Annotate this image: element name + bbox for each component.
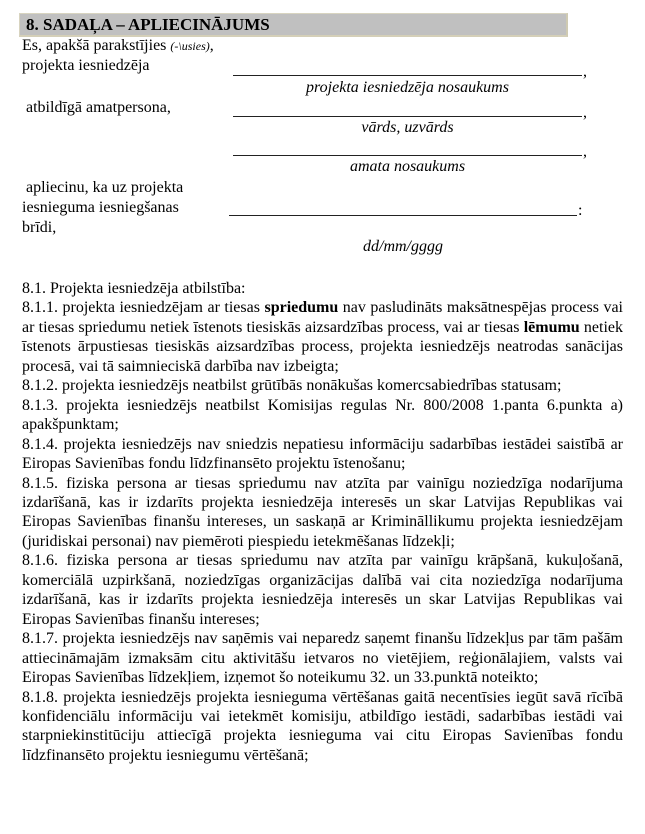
item-text: fiziska persona ar tiesas spriedumu nav atzīta par vainīgu noziedzīga nodarījuma izdarīšanā, kas ir izdarīts projekta iesniedzēja interesēs un skar Latvijas Republikas vai Eiropas Savienības finanšu intereses, un saskaņā ar Krimināllikumu projekta iesniedzējam (juridiskai personai) nav piemēroti piespiedu ietekmēšanas līdzekļi;	[22, 474, 623, 550]
section-header-bar	[19, 13, 568, 37]
intro-comma: ,	[209, 37, 214, 54]
item-text: projekta iesniedzējs neatbilst grūtībās nonākušas komercsabiedrības statusam;	[58, 377, 562, 395]
applicant-label: projekta iesniedzēja	[22, 57, 150, 74]
item-8-1-8	[22, 688, 623, 766]
official-field-comma: ,	[583, 104, 587, 121]
item-number: 8.1.1.	[22, 299, 58, 317]
item-text-bold: spriedumu	[264, 299, 339, 317]
item-number: 8.1.3.	[22, 396, 58, 414]
position-field-comma: ,	[583, 143, 587, 160]
applicant-name-caption: projekta iesniedzēja nosaukums	[306, 79, 509, 96]
date-field[interactable]	[229, 215, 577, 216]
item-number: 8.1.7.	[22, 630, 58, 648]
section-heading: 8.1. Projekta iesniedzēja atbilstība:	[22, 280, 246, 297]
item-number: 8.1.6.	[22, 552, 58, 570]
position-field[interactable]	[233, 155, 582, 156]
certify-label-line-1: apliecinu, ka uz projekta	[26, 179, 184, 196]
official-label: atbildīgā amatpersona,	[26, 99, 171, 116]
intro-line	[22, 36, 214, 56]
item-number: 8.1.2.	[22, 377, 58, 395]
intro-text: Es, apakšā parakstījies	[22, 37, 171, 54]
item-8-1-2	[22, 376, 623, 395]
item-number: 8.1.5.	[22, 474, 58, 492]
item-text: projekta iesniedzējs nav saņēmis vai neparedz saņemt finanšu līdzekļus par tām pašām attiecināmajām izmaksām citu aktivitāšu ietvaros no vietējiem, reģionālajiem, valsts vai Eiropas Savienības līdzekļiem, izņemot šo noteikumu 32. un 33.punktā noteikto;	[22, 630, 623, 687]
item-text: netiek īstenots ārpustiesas tiesiskās aizsardzības process, projekta iesniedzējs neatrodas sanācijas procesā, vai tā saimnieciskā darbība nav izbeigta;	[22, 318, 624, 375]
item-text: projekta iesniedzējs neatbilst Komisijas regulas Nr. 800/2008 1.panta 6.punkta a) apakšpunktam;	[22, 396, 623, 434]
date-field-colon: :	[578, 202, 583, 219]
item-8-1-6	[22, 551, 623, 629]
position-caption: amata nosaukums	[349, 158, 466, 175]
item-text: projekta iesniedzējs projekta iesnieguma vērtēšanas gaitā necentīsies iegūt savā rīcībā konfidenciālu informāciju vai ietekmēt komisiju, atbildīgo iestādi, sadarbības iestādi vai starpniekinstitūciju attiecīgā projekta iesnieguma vai citu Eiropas Savienības fondu līdzfinansēto projektu iesniegumu vērtēšanā;	[22, 688, 623, 764]
official-name-field[interactable]	[233, 116, 582, 117]
item-8-1-1	[22, 298, 623, 376]
item-text: projekta iesniedzējs nav sniedzis nepatiesu informāciju sadarbības iestādei saistībā ar Eiropas Savienības fondu līdzfinansēto projektu īstenošanu;	[22, 435, 623, 473]
item-text: nav pasludināts maksātnespējas process vai ar tiesas spriedumu netiek īstenots tiesiskās aizsardzības process, vai ar tiesas	[22, 299, 623, 336]
certify-label-line-2: iesnieguma iesniegšanas	[22, 199, 179, 216]
item-text-bold: lēmumu	[523, 318, 580, 336]
item-8-1-5	[22, 474, 623, 552]
item-number: 8.1.8.	[22, 688, 58, 706]
item-8-1-7	[22, 629, 623, 687]
applicant-field-comma: ,	[583, 63, 587, 80]
item-number: 8.1.4.	[22, 435, 58, 453]
item-text: projekta iesniedzējam ar tiesas	[58, 299, 265, 317]
applicant-name-field[interactable]	[233, 75, 582, 76]
intro-gender-suffix: (-\usies)	[170, 39, 210, 53]
certify-label-line-3: brīdi,	[22, 219, 57, 236]
date-format-caption: dd/mm/gggg	[363, 238, 443, 255]
section-title: 8. SADAĻA – APLIECINĀJUMS	[26, 15, 270, 34]
name-surname-caption: vārds, uzvārds	[361, 119, 454, 136]
item-8-1-4	[22, 435, 623, 474]
eligibility-section	[22, 279, 623, 765]
item-8-1-3	[22, 396, 623, 435]
item-text: fiziska persona ar tiesas spriedumu nav atzīta par vainīgu krāpšanā, kukuļošanā, komerciālā uzpirkšanā, noziedzīgas organizācijas dalībā vai cita noziedzīga nodarījuma izdarīšanā, kas ir izdarīts projekta iesniedzēja interesēs un skar Latvijas Republikas vai Eiropas Savienības finanšu intereses;	[22, 552, 623, 628]
